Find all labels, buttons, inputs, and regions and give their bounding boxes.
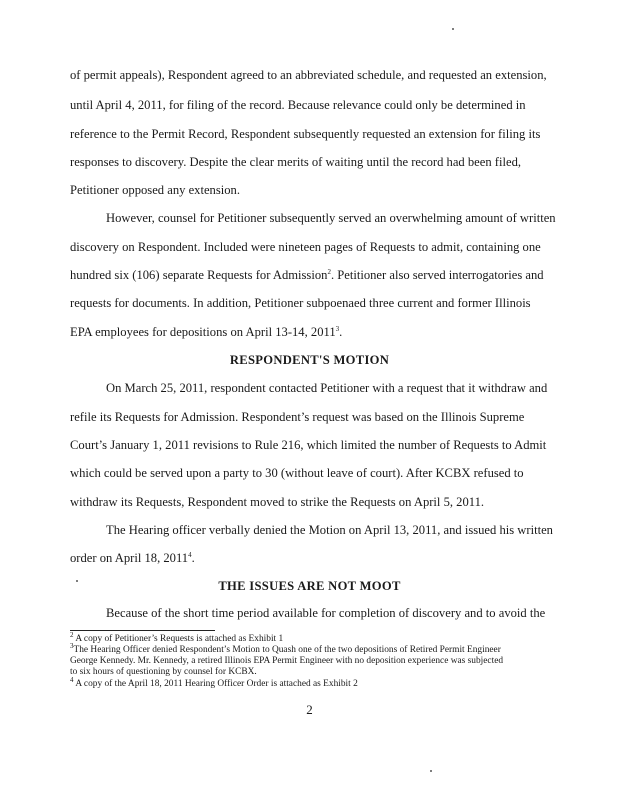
body-line: of permit appeals), Respondent agreed to an abbreviated schedule, and requested an extension,: [70, 68, 547, 82]
body-line: Court’s January 1, 2011 revisions to Rule 216, which limited the number of Requests to Admit: [70, 438, 547, 452]
body-line: which could be served upon a party to 30 (without leave of court). After KCBX refused to: [70, 466, 524, 480]
body-line: withdraw its Requests, Respondent moved to strike the Requests on April 5, 2011.: [70, 495, 485, 509]
footnote-3-cont: to six hours of questioning by counsel for KCBX.: [70, 667, 257, 677]
footnote-ref-4: 4: [188, 550, 192, 559]
body-line: hundred six (106) separate Requests for Admission$^2$. Petitioner also served interrogatories and: [70, 267, 544, 282]
scan-speck: [76, 580, 78, 582]
body-line: requests for documents. In addition, Petitioner subpoenaed three current and former Illinois: [70, 296, 531, 310]
body-line: reference to the Permit Record, Respondent subsequently requested an extension for filing its: [70, 127, 541, 141]
section-heading-respondents-motion: RESPONDENT'S MOTION: [229, 353, 390, 367]
body-line: Petitioner opposed any extension.: [70, 183, 240, 197]
body-line: The Hearing officer verbally denied the Motion on April 13, 2011, and issued his written: [106, 523, 553, 537]
footnote-2: $^2$ A copy of Petitioner’s Requests is attached as Exhibit 1: [70, 630, 284, 644]
body-line: discovery on Respondent. Included were nineteen pages of Requests to admit, containing one: [70, 240, 541, 254]
section-heading-issues-not-moot: THE ISSUES ARE NOT MOOT: [218, 579, 401, 593]
footnote-3-cont: George Kennedy. Mr. Kennedy, a retired Illinois EPA Permit Engineer with no deposition experience was subjected: [70, 656, 504, 666]
scan-speck: [452, 28, 454, 30]
footnote-ref-3: 3: [335, 324, 340, 333]
footnote-4: $^4$ A copy of the April 18, 2011 Hearing Officer Order is attached as Exhibit 2: [70, 675, 358, 689]
body-line: responses to discovery. Despite the clear merits of waiting until the record had been filed,: [70, 155, 522, 169]
footnote-3: $^3$The Hearing Officer denied Respondent’s Motion to Quash one of the two depositions of Retired Permit Engineer: [70, 641, 501, 655]
body-line: On March 25, 2011, respondent contacted Petitioner with a request that it withdraw and: [106, 381, 548, 395]
footnote-divider: [70, 630, 215, 631]
body-line: order on April 18, 2011$^4$.: [70, 550, 195, 565]
scan-speck: [430, 770, 432, 772]
body-line: until April 4, 2011, for filing of the record. Because relevance could only be determined in: [70, 98, 526, 112]
page-number: 2: [306, 702, 313, 717]
body-line: Because of the short time period available for completion of discovery and to avoid the: [106, 606, 546, 620]
body-line: EPA employees for depositions on April 13-14, 2011$^3$.: [70, 324, 343, 339]
footnote-ref-2: 2: [327, 267, 331, 276]
body-line: However, counsel for Petitioner subsequently served an overwhelming amount of written: [106, 211, 556, 225]
body-line: refile its Requests for Admission. Respondent’s request was based on the Illinois Supreme: [70, 410, 525, 424]
